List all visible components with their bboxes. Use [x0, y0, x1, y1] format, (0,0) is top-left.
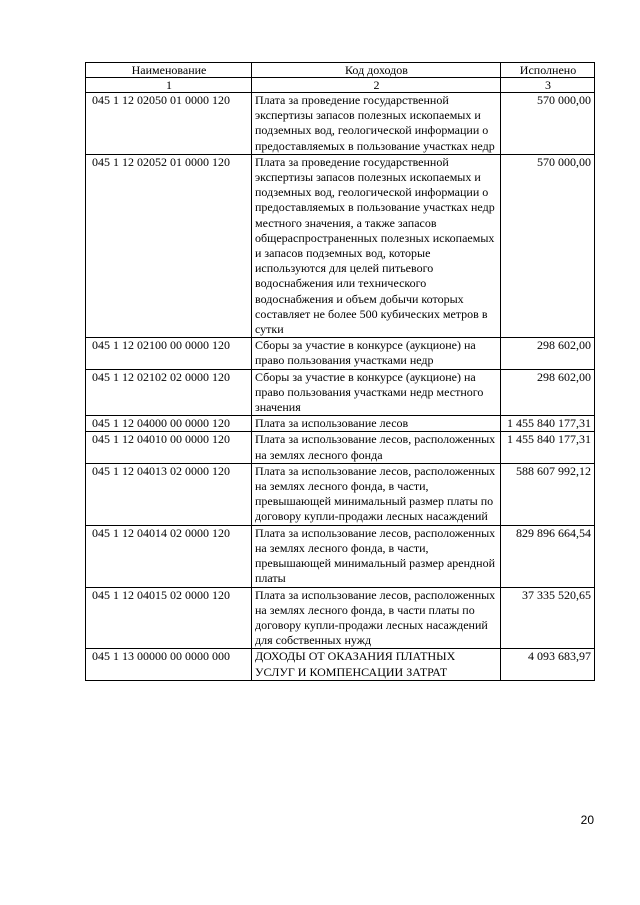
table-row — [86, 525, 595, 587]
row-code: 045 1 12 04015 02 0000 120 — [86, 587, 252, 649]
row-code: 045 1 12 04013 02 0000 120 — [86, 463, 252, 525]
row-code: 045 1 12 04010 00 0000 120 — [86, 432, 252, 463]
header-code: Код доходов — [252, 63, 501, 78]
row-name: Плата за использование лесов, расположенных на землях лесного фонда, в части, превышающей минимальный размер арендной платы — [252, 525, 501, 587]
row-amount: 570 000,00 — [501, 154, 595, 337]
row-code: 045 1 13 00000 00 0000 000 — [86, 649, 252, 680]
row-name: ДОХОДЫ ОТ ОКАЗАНИЯ ПЛАТНЫХ УСЛУГ И КОМПЕНСАЦИИ ЗАТРАТ — [252, 649, 501, 680]
row-code: 045 1 12 04014 02 0000 120 — [86, 525, 252, 587]
table-row — [86, 432, 595, 463]
table-row — [86, 154, 595, 337]
row-amount: 588 607 992,12 — [501, 463, 595, 525]
row-amount: 4 093 683,97 — [501, 649, 595, 680]
header-name: Наименование — [86, 63, 252, 78]
table-row — [86, 93, 595, 155]
row-name: Плата за использование лесов, расположенных на землях лесного фонда — [252, 432, 501, 463]
row-amount: 1 455 840 177,31 — [501, 432, 595, 463]
header-executed: Исполнено — [501, 63, 595, 78]
row-amount: 1 455 840 177,31 — [501, 416, 595, 432]
row-amount: 37 335 520,65 — [501, 587, 595, 649]
row-code: 045 1 12 02102 02 0000 120 — [86, 369, 252, 416]
row-name: Плата за использование лесов — [252, 416, 501, 432]
table-row — [86, 587, 595, 649]
revenue-table — [85, 62, 595, 681]
table-row — [86, 416, 595, 432]
row-code: 045 1 12 04000 00 0000 120 — [86, 416, 252, 432]
table-row — [86, 649, 595, 680]
row-amount: 298 602,00 — [501, 369, 595, 416]
row-name: Плата за проведение государственной экспертизы запасов полезных ископаемых и подземных вод, геологической информации о предоставляемых в пользование участках недр — [252, 93, 501, 155]
row-code: 045 1 12 02050 01 0000 120 — [86, 93, 252, 155]
row-name: Плата за использование лесов, расположенных на землях лесного фонда, в части платы по договору купли-продажи лесных насаждений для собственных нужд — [252, 587, 501, 649]
table-row — [86, 338, 595, 369]
column-number-1: 1 — [86, 78, 252, 93]
table-row — [86, 463, 595, 525]
row-name: Плата за проведение государственной экспертизы запасов полезных ископаемых и подземных вод, геологической информации о предоставляемых в пользование участках недр местного значения, а также запасов общераспространенных полезных ископаемых и запасов подземных вод, которые используются для целей питьевого водоснабжения или технического водоснабжения и объем добычи которых составляет не более 500 кубических метров в сутки — [252, 154, 501, 337]
table-row — [86, 369, 595, 416]
table-header-row — [86, 63, 595, 78]
row-name: Сборы за участие в конкурсе (аукционе) на право пользования участками недр местного значения — [252, 369, 501, 416]
row-name: Сборы за участие в конкурсе (аукционе) на право пользования участками недр — [252, 338, 501, 369]
row-amount: 829 896 664,54 — [501, 525, 595, 587]
row-code: 045 1 12 02100 00 0000 120 — [86, 338, 252, 369]
row-name: Плата за использование лесов, расположенных на землях лесного фонда, в части, превышающей минимальный размер платы по договору купли-продажи лесных насаждений — [252, 463, 501, 525]
column-number-3: 3 — [501, 78, 595, 93]
page-number: 20 — [580, 813, 594, 827]
column-number-2: 2 — [252, 78, 501, 93]
row-code: 045 1 12 02052 01 0000 120 — [86, 154, 252, 337]
row-amount: 298 602,00 — [501, 338, 595, 369]
row-amount: 570 000,00 — [501, 93, 595, 155]
column-number-row — [86, 78, 595, 93]
